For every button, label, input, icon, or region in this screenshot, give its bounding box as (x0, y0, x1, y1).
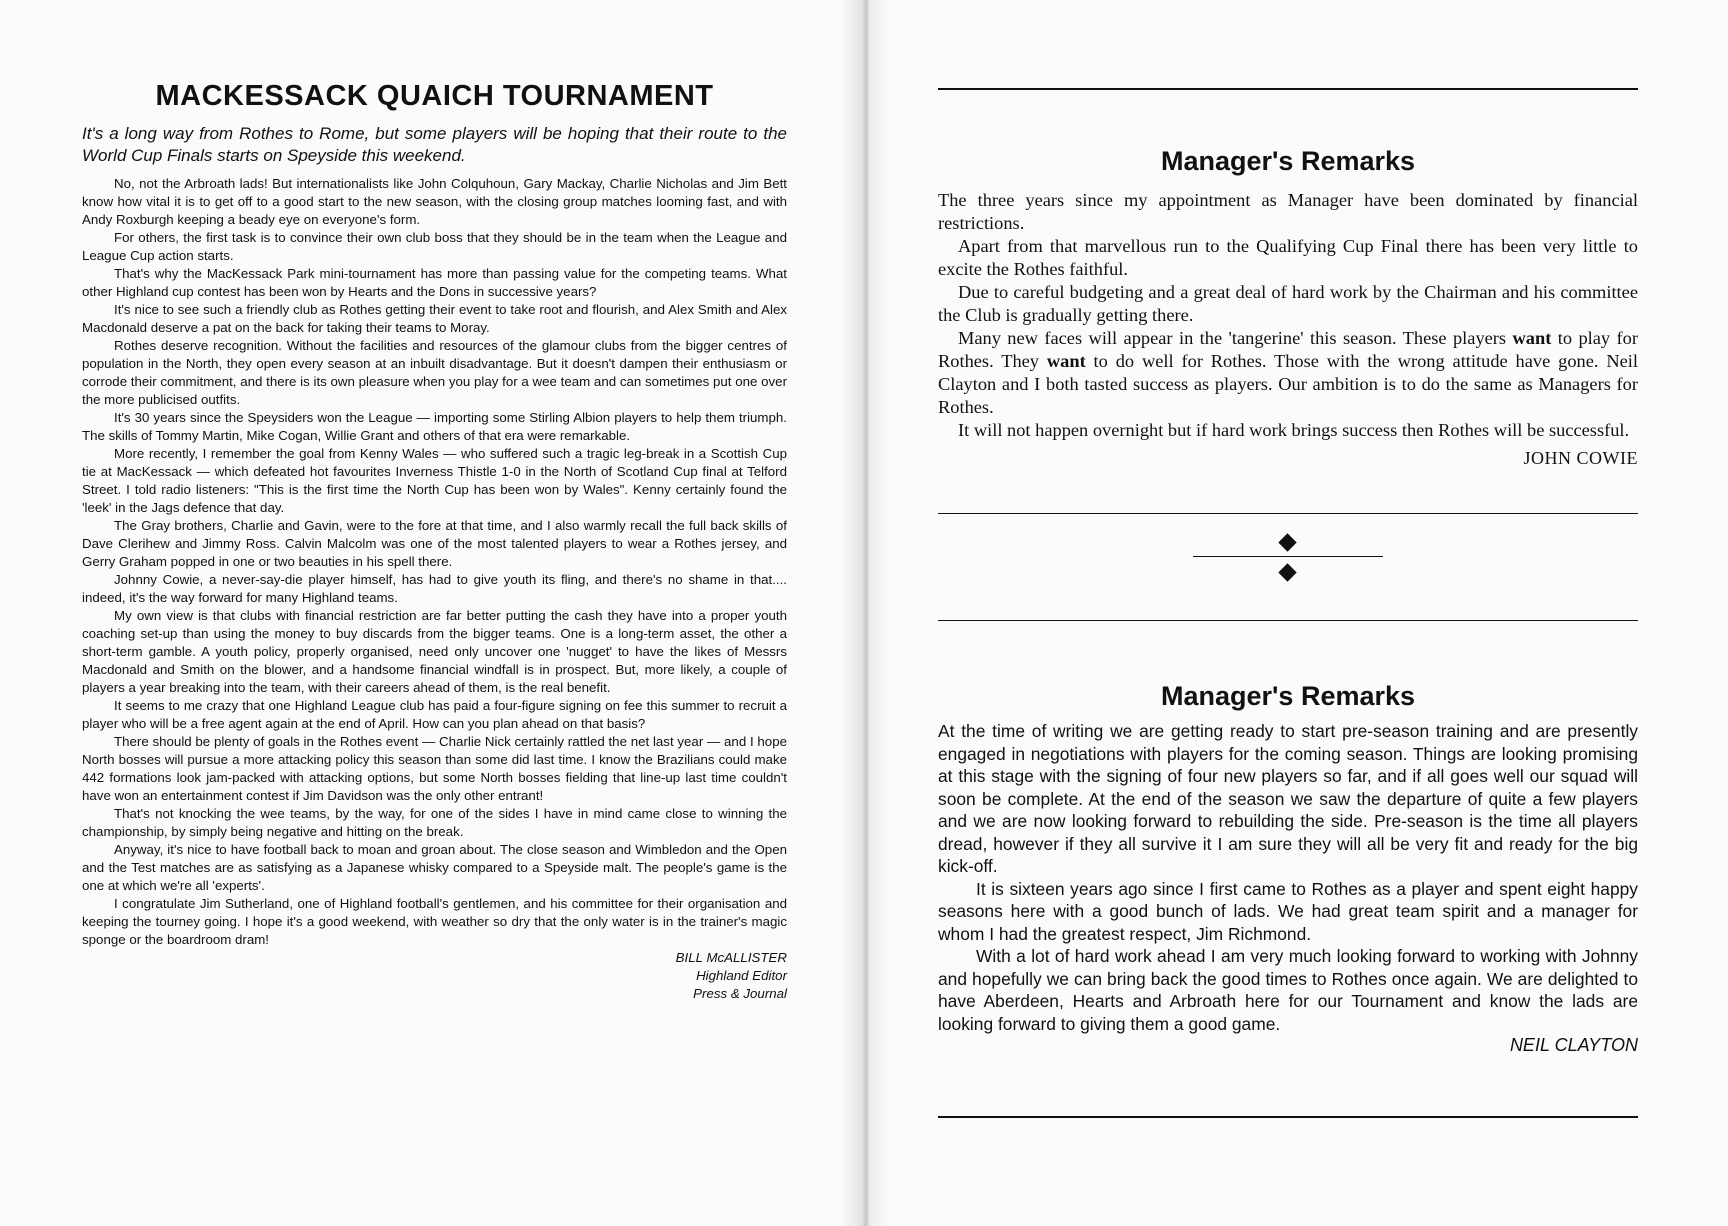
ornament-line (1193, 556, 1383, 557)
section2-signature: NEIL CLAYTON (1509, 1035, 1638, 1055)
section1-signature: JOHN COWIE (1523, 448, 1638, 468)
p4-text: Many new faces will appear in the 'tangerine' this season. These players (958, 328, 1513, 348)
p4-text: to do well for Rothes. Those with the wrong attitude have gone. Neil Clayton and I both tasted success as players. Our ambition is to do the same as Managers for Rothes. (938, 351, 1638, 417)
article-paragraph: That's why the MacKessack Park mini-tournament has more than passing value for the competing teams. What other Highland cup contest has been won by Hearts and the Dons in successive years? (82, 266, 787, 299)
article-paragraph: Rothes deserve recognition. Without the facilities and resources of the glamour clubs from the bigger centres of population in the North, they open every season at an inbuilt disadvantage. But it doesn't dampen their enthusiasm or corrode their commitment, and there is its own pleasure when you play for a wee team and can sometimes put one over the more publicised outfits. (82, 338, 787, 407)
article-paragraph: Anyway, it's nice to have football back to moan and groan about. The close season and Wimbledon and the Open and the Test matches are as satisfying as a Japanese whisky compared to a Speyside malt. The people's game is the one at which we're all 'experts'. (82, 842, 787, 893)
article-paragraph: Johnny Cowie, a never-say-die player himself, has had to give youth its fling, and there's no shame in that.... indeed, it's the way forward for many Highland teams. (82, 572, 787, 605)
article-paragraph: It seems to me crazy that one Highland League club has paid a four-figure signing on fee this summer to recruit a player who will be a free agent again at the end of April. How can you plan ahead on that basis? (82, 698, 787, 731)
right-page (938, 88, 1638, 1118)
section2-paragraph: With a lot of hard work ahead I am very much looking forward to working with Johnny and hopefully we can bring back the good times to Rothes once again. We are delighted to have Aberdeen, Hearts and Arbroath here for our Tournament and know the lads are looking forward to giving them a good game. (938, 946, 1638, 1034)
section2-body (938, 720, 1638, 1035)
article-body (82, 175, 787, 949)
p4-bold: want (1512, 328, 1552, 348)
article-paragraph: That's not knocking the wee teams, by the way, for one of the sides I have in mind came close to winning the championship, by simply being negative and hitting on the break. (82, 806, 787, 839)
section2-paragraph: At the time of writing we are getting ready to start pre-season training and are presently engaged in negotiations with players for the coming season. Things are looking promising at this stage with the signing of four new players so far, and if all goes well our squad will soon be complete. At the end of the season we saw the departure of quite a few players and we are now looking forward to rebuilding the side. Pre-season is the time all players dread, however if they all survive it I am sure they will all be very fit and ready for the big kick-off. (938, 721, 1638, 876)
diamond-ornament-icon (1278, 563, 1296, 581)
left-page (82, 80, 787, 1003)
author-paper: Press & Journal (693, 986, 787, 1001)
article-paragraph: I congratulate Jim Sutherland, one of Highland football's gentlemen, and his committee for their organisation and keeping the tourney going. I hope it's a good weekend, with weather so dry that the only water is in the trainer's magic sponge or the boardroom dram! (82, 896, 787, 947)
article-signature (82, 949, 787, 1003)
section1-paragraph (938, 327, 1638, 419)
article-title: MACKESSACK QUAICH TOURNAMENT (155, 80, 714, 112)
ornament (938, 514, 1638, 620)
author-role: Highland Editor (696, 968, 787, 983)
p4-bold: want (1046, 351, 1086, 371)
article-paragraph: For others, the first task is to convince their own club boss that they should be in the team when the League and League Cup action starts. (82, 230, 787, 263)
section2-paragraph: It is sixteen years ago since I first came to Rothes as a player and spent eight happy seasons here with a good bunch of lads. We had great team spirit and a manager for whom I had the greatest respect, Jim Richmond. (938, 878, 1638, 944)
page-gutter (840, 0, 890, 1226)
section1-title: Manager's Remarks (1160, 146, 1416, 176)
diamond-ornament-icon (1278, 533, 1296, 551)
author-name: BILL McALLISTER (675, 950, 787, 965)
article-paragraph: It's nice to see such a friendly club as Rothes getting their event to take root and flourish, and Alex Smith and Alex Macdonald deserve a pat on the back for taking their teams to Moray. (82, 302, 787, 335)
article-paragraph: It's 30 years since the Speysiders won the League — importing some Stirling Albion players to help them triumph. The skills of Tommy Martin, Mike Cogan, Willie Grant and others of that era were remarkable. (82, 410, 787, 443)
section1-paragraph: Due to careful budgeting and a great deal of hard work by the Chairman and his committee the Club is gradually getting there. (938, 282, 1638, 325)
section1-paragraph: Apart from that marvellous run to the Qualifying Cup Final there has been very little to excite the Rothes faithful. (938, 236, 1638, 279)
section1-paragraph: It will not happen overnight but if hard work brings success then Rothes will be successful. (958, 420, 1630, 440)
bottom-rule (938, 1116, 1638, 1118)
article-paragraph: The Gray brothers, Charlie and Gavin, were to the fore at that time, and I also warmly recall the full back skills of Dave Clerihew and Jimmy Ross. Calvin Malcolm was one of the most talented players to wear a Rothes jersey, and Gerry Graham popped in one or two beauties in his spell there. (82, 518, 787, 569)
article-paragraph: More recently, I remember the goal from Kenny Wales — who suffered such a tragic leg-break in a Scottish Cup tie at MacKessack — which defeated hot favourites Inverness Thistle 1-0 in the North of Scotland Cup final at Telford Street. I told radio listeners: "This is the first time the North Cup has been won by Wales". Kenny certainly found the 'leek' in the Jags defence that day. (82, 446, 787, 515)
section1-body (938, 189, 1638, 442)
section1-paragraph: The three years since my appointment as Manager have been dominated by financial restrictions. (938, 190, 1638, 233)
article-paragraph: There should be plenty of goals in the Rothes event — Charlie Nick certainly rattled the net last year — and I hope North bosses will pursue a more attacking policy this season than some did last time. I know the Brazilians could make 442 formations look jam-packed with attacking options, but some North bosses fielding that line-up last time couldn't have won an entertainment contest if Jim Davidson was the only other entrant! (82, 734, 787, 803)
article-intro: It's a long way from Rothes to Rome, but some players will be hoping that their route to the World Cup Finals starts on Speyside this weekend. (82, 124, 787, 165)
article-paragraph: My own view is that clubs with financial restriction are far better putting the cash they have into a proper youth coaching set-up than using the money to buy discards from the bigger teams. One is a long-term asset, the other a short-term gamble. A youth policy, properly organised, need only uncover one 'nugget' to have the likes of Messrs Macdonald and Smith on the blower, and a handsome financial windfall is in prospect. But, more likely, a couple of players a year breaking into the team, with their careers ahead of them, is the real benefit. (82, 608, 787, 695)
p4-text: to play for Rothes. They (938, 328, 1638, 371)
article-paragraph: No, not the Arbroath lads! But internationalists like John Colquhoun, Gary Mackay, Charlie Nicholas and Jim Bett know how vital it is to get off to a good start to the new season, with the closing group matches looming fast, and with Andy Roxburgh keeping a beady eye on everyone's form. (82, 176, 787, 227)
section2-title: Manager's Remarks (1160, 681, 1416, 711)
